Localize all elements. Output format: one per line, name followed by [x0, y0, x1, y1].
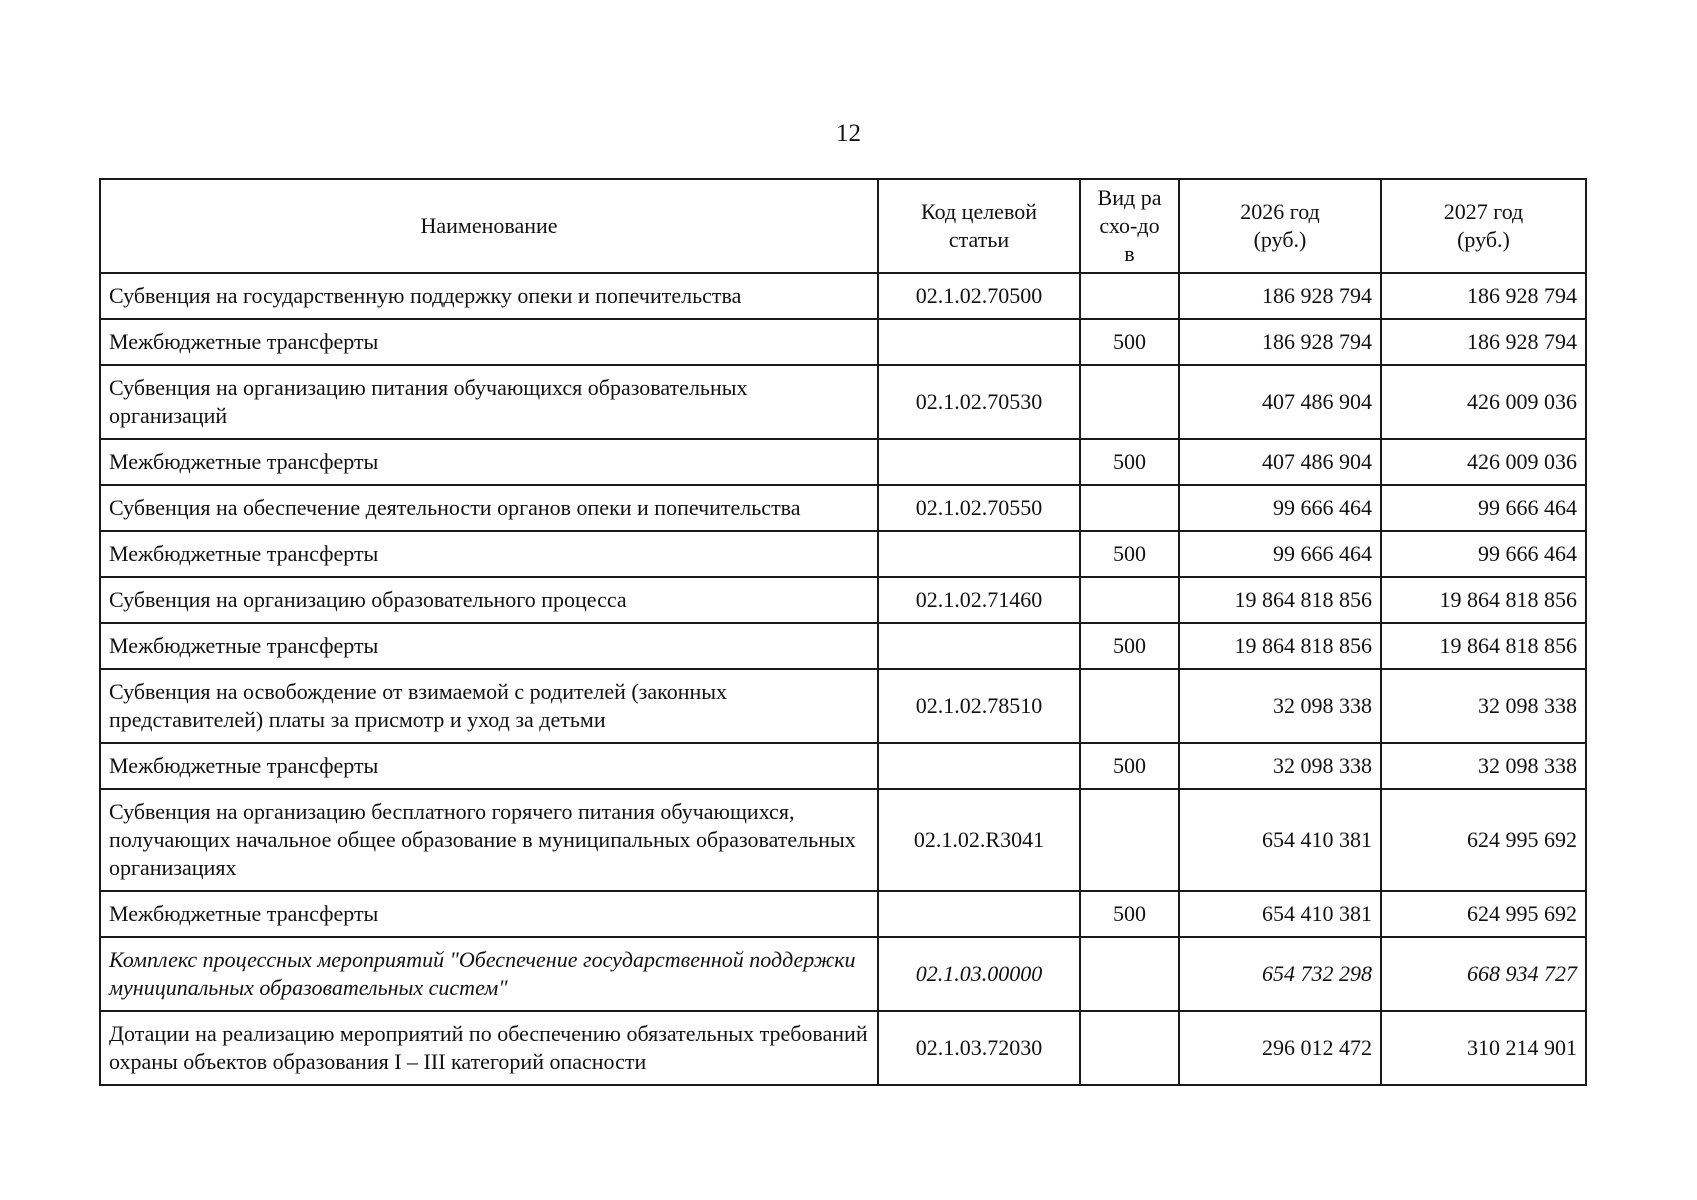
- cell-expense-type: [1080, 577, 1179, 623]
- cell-code: 02.1.02.70550: [878, 485, 1080, 531]
- cell-amount-2026: 296 012 472: [1179, 1011, 1381, 1085]
- cell-expense-type: [1080, 273, 1179, 319]
- cell-amount-2027: 99 666 464: [1381, 531, 1586, 577]
- cell-code: 02.1.02.71460: [878, 577, 1080, 623]
- table-row: [100, 937, 1586, 1011]
- cell-expense-type: 500: [1080, 439, 1179, 485]
- cell-expense-type: 500: [1080, 891, 1179, 937]
- cell-expense-type: [1080, 669, 1179, 743]
- table-row: [100, 273, 1586, 319]
- header-2027: [1381, 179, 1586, 273]
- cell-amount-2027: 19 864 818 856: [1381, 623, 1586, 669]
- cell-expense-type: [1080, 789, 1179, 891]
- cell-name: Межбюджетные трансферты: [100, 439, 878, 485]
- table-row: [100, 319, 1586, 365]
- header-2026-unit: (руб.): [1253, 227, 1307, 252]
- cell-expense-type: 500: [1080, 531, 1179, 577]
- header-2027-unit: (руб.): [1457, 227, 1510, 252]
- cell-amount-2026: 654 410 381: [1179, 789, 1381, 891]
- cell-amount-2027: 186 928 794: [1381, 319, 1586, 365]
- cell-name: Субвенция на организацию питания обучающихся образовательных организаций: [100, 365, 878, 439]
- table-row: [100, 623, 1586, 669]
- cell-expense-type: [1080, 485, 1179, 531]
- cell-amount-2026: 19 864 818 856: [1179, 577, 1381, 623]
- cell-amount-2026: 99 666 464: [1179, 485, 1381, 531]
- cell-amount-2026: 32 098 338: [1179, 669, 1381, 743]
- cell-amount-2026: 186 928 794: [1179, 273, 1381, 319]
- table-row: [100, 485, 1586, 531]
- cell-code: 02.1.02.R3041: [878, 789, 1080, 891]
- cell-expense-type: 500: [1080, 623, 1179, 669]
- cell-code: 02.1.03.00000: [878, 937, 1080, 1011]
- cell-amount-2027: 426 009 036: [1381, 365, 1586, 439]
- cell-name: Комплекс процессных мероприятий "Обеспечение государственной поддержки муниципальных образовательных систем": [100, 937, 878, 1011]
- cell-code: [878, 439, 1080, 485]
- cell-code: [878, 531, 1080, 577]
- table-body: [100, 273, 1586, 1085]
- page-number: 12: [836, 120, 861, 147]
- cell-amount-2026: 99 666 464: [1179, 531, 1381, 577]
- cell-code: [878, 319, 1080, 365]
- table-row: [100, 743, 1586, 789]
- cell-name: Субвенция на обеспечение деятельности органов опеки и попечительства: [100, 485, 878, 531]
- cell-expense-type: 500: [1080, 319, 1179, 365]
- cell-code: [878, 623, 1080, 669]
- cell-amount-2026: 19 864 818 856: [1179, 623, 1381, 669]
- table-row: [100, 365, 1586, 439]
- cell-name: Дотации на реализацию мероприятий по обеспечению обязательных требований охраны объектов образования I – III категорий опасности: [100, 1011, 878, 1085]
- table-row: [100, 439, 1586, 485]
- cell-amount-2027: 426 009 036: [1381, 439, 1586, 485]
- cell-name: Межбюджетные трансферты: [100, 891, 878, 937]
- table-row: [100, 789, 1586, 891]
- header-2026-year: 2026 год: [1240, 199, 1320, 224]
- cell-amount-2027: 624 995 692: [1381, 891, 1586, 937]
- header-2026: [1179, 179, 1381, 273]
- cell-amount-2026: 654 410 381: [1179, 891, 1381, 937]
- cell-amount-2026: 407 486 904: [1179, 365, 1381, 439]
- cell-amount-2027: 19 864 818 856: [1381, 577, 1586, 623]
- cell-amount-2026: 186 928 794: [1179, 319, 1381, 365]
- table-row: [100, 669, 1586, 743]
- cell-name: Субвенция на организацию бесплатного горячего питания обучающихся, получающих начальное общее образование в муниципальных образовательных организациях: [100, 789, 878, 891]
- cell-code: 02.1.03.72030: [878, 1011, 1080, 1085]
- cell-amount-2027: 32 098 338: [1381, 669, 1586, 743]
- table-row: [100, 891, 1586, 937]
- cell-expense-type: [1080, 365, 1179, 439]
- cell-name: Межбюджетные трансферты: [100, 531, 878, 577]
- cell-name: Субвенция на организацию образовательного процесса: [100, 577, 878, 623]
- cell-code: [878, 891, 1080, 937]
- budget-table: [99, 178, 1587, 1086]
- cell-expense-type: [1080, 937, 1179, 1011]
- cell-amount-2026: 407 486 904: [1179, 439, 1381, 485]
- cell-amount-2027: 310 214 901: [1381, 1011, 1586, 1085]
- cell-name: Межбюджетные трансферты: [100, 743, 878, 789]
- header-name: Наименование: [100, 179, 878, 273]
- cell-code: [878, 743, 1080, 789]
- table-row: [100, 531, 1586, 577]
- cell-amount-2027: 32 098 338: [1381, 743, 1586, 789]
- cell-amount-2027: 624 995 692: [1381, 789, 1586, 891]
- header-code-label: Код целевой статьи: [921, 199, 1037, 252]
- cell-name: Субвенция на государственную поддержку опеки и попечительства: [100, 273, 878, 319]
- cell-amount-2027: 186 928 794: [1381, 273, 1586, 319]
- header-2027-year: 2027 год: [1443, 199, 1524, 224]
- cell-expense-type: 500: [1080, 743, 1179, 789]
- cell-amount-2027: 668 934 727: [1381, 937, 1586, 1011]
- cell-name: Субвенция на освобождение от взимаемой с родителей (законных представителей) платы за присмотр и уход за детьми: [100, 669, 878, 743]
- cell-name: Межбюджетные трансферты: [100, 623, 878, 669]
- header-type: [1080, 179, 1179, 273]
- header-type-label: Вид расхо-дов: [1097, 185, 1162, 266]
- cell-code: 02.1.02.70530: [878, 365, 1080, 439]
- cell-code: 02.1.02.78510: [878, 669, 1080, 743]
- table-row: [100, 1011, 1586, 1085]
- cell-expense-type: [1080, 1011, 1179, 1085]
- cell-amount-2027: 99 666 464: [1381, 485, 1586, 531]
- cell-code: 02.1.02.70500: [878, 273, 1080, 319]
- cell-amount-2026: 32 098 338: [1179, 743, 1381, 789]
- header-code: [878, 179, 1080, 273]
- table-row: [100, 577, 1586, 623]
- cell-name: Межбюджетные трансферты: [100, 319, 878, 365]
- cell-amount-2026: 654 732 298: [1179, 937, 1381, 1011]
- table-header-row: [100, 179, 1586, 273]
